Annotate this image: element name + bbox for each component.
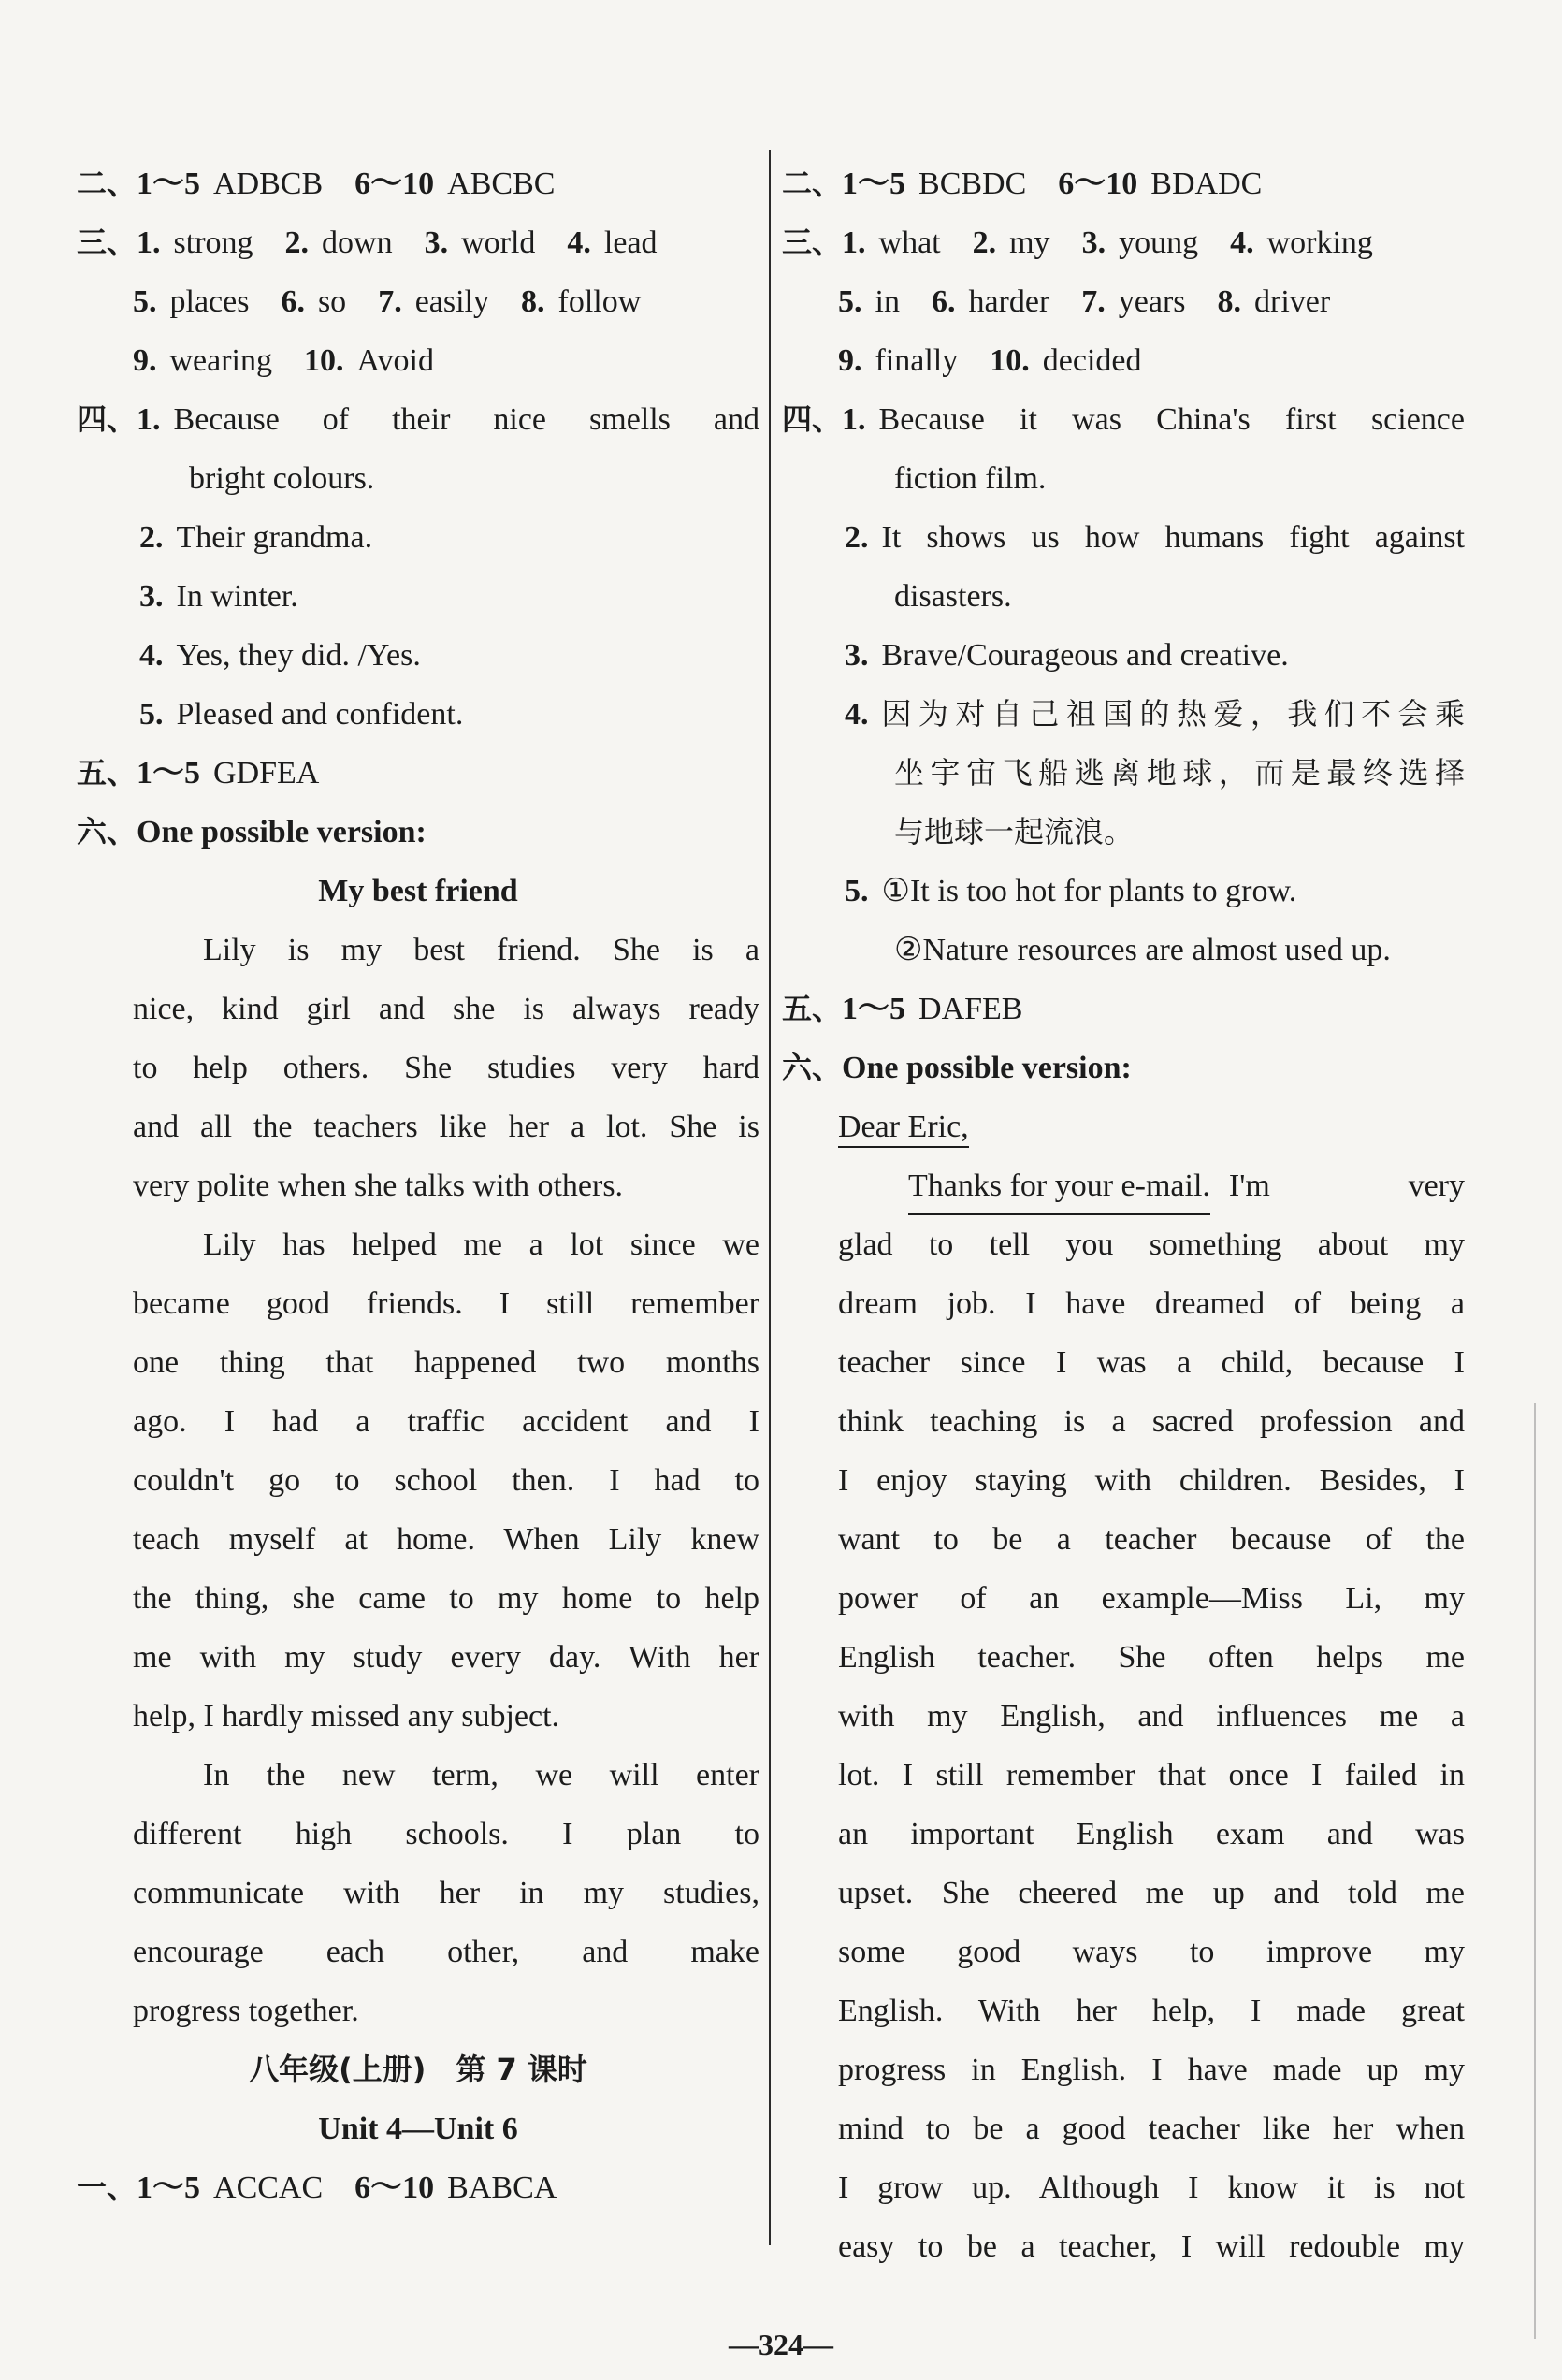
page-number: —324— [729,2328,833,2361]
right-section-2: 二、1～5 BCBDC 6～10 BDADC [782,166,1263,201]
essay-line: I grow up. Although I know it is not [838,2170,1465,2205]
left-section-4-q1-cont: bright colours. [189,461,375,496]
essay-line: Thanks for your e-mail. I'm very [838,1156,1465,1215]
essay-line: power of an example—Miss Li, my [838,1581,1465,1616]
right-section-4-q5: 5. ①It is too hot for plants to grow. [845,874,1297,908]
essay-line: progress together. [133,1994,359,2028]
column-divider [769,150,771,2245]
essay-line: nice, kind girl and she is always ready [133,992,759,1026]
right-section-4-q4-cont: 坐宇宙飞船逃离地球，而是最终选择 [894,755,1465,791]
essay-line: In the new term, we will enter [203,1758,759,1792]
essay-line: communicate with her in my studies, [133,1876,759,1910]
essay-line: me with my study every day. With her [133,1640,759,1675]
page-edge-mark [1534,1403,1536,2339]
right-section-4-q3: 3. Brave/Courageous and creative. [845,638,1289,673]
essay-line: encourage each other, and make [133,1935,759,1969]
essay-line: think teaching is a sacred profession and [838,1404,1465,1439]
lesson-title: 八年级(上册) 第 7 课时 [249,2052,587,2087]
essay-line: I enjoy staying with children. Besides, I [838,1463,1465,1498]
right-section-3-row2: 5. in 6. harder 7. years 8. driver [838,284,1331,319]
essay-line: couldn't go to school then. I had to [133,1463,759,1498]
left-section-4-q4: 4. Yes, they did. /Yes. [139,638,421,673]
right-column [782,154,1465,2276]
right-section-4-q5-cont: ②Nature resources are almost used up. [894,933,1391,967]
essay-line: the thing, she came to my home to help [133,1581,759,1616]
right-section-3-row3: 9. finally 10. decided [838,343,1142,378]
right-section-4-q2: 2. It shows us how humans fight against [845,520,1465,555]
essay-line: upset. She cheered me up and told me [838,1876,1465,1910]
left-essay [77,921,759,2040]
right-section-5: 五、1～5 DAFEB [782,991,1023,1026]
right-section-4-q4-cont2: 与地球一起流浪。 [894,814,1135,849]
right-section-4-q2-cont: disasters. [894,579,1012,614]
essay-line: help, I hardly missed any subject. [133,1699,560,1734]
left-section-3-row2: 5. places 6. so 7. easily 8. follow [133,284,642,319]
letter-greeting: Dear Eric, [782,1097,1465,1156]
essay-line: one thing that happened two months [133,1345,759,1380]
left-section-4-q3: 3. In winter. [139,579,298,614]
essay-line: English teacher. She often helps me [838,1640,1465,1675]
left-section-3-row3: 9. wearing 10. Avoid [133,343,434,378]
left-column [77,154,759,2217]
left-section-4-q1: 四、 1. Because of their nice smells and [77,401,759,437]
left-section-5: 五、1～5 GDFEA [77,755,320,791]
essay-line: ago. I had a traffic accident and I [133,1404,759,1439]
left-section-6: 六、One possible version: [77,814,427,849]
essay-line: dream job. I have dreamed of being a [838,1286,1465,1321]
essay-line: progress in English. I have made up my [838,2053,1465,2087]
right-section-4-q1-cont: fiction film. [894,461,1047,496]
essay-line: different high schools. I plan to [133,1817,759,1851]
unit-title: Unit 4—Unit 6 [318,2112,518,2146]
essay-line: glad to tell you something about my [838,1227,1465,1262]
essay-line: and all the teachers like her a lot. She is [133,1110,759,1144]
left-section-3-row1: 三、1. strong 2. down 3. world 4. lead [77,225,658,260]
essay-line: became good friends. I still remember [133,1286,759,1321]
essay-line: teacher since I was a child, because I [838,1345,1465,1380]
essay-line: easy to be a teacher, I will redouble my [838,2229,1465,2264]
essay-line: mind to be a good teacher like her when [838,2112,1465,2146]
essay-line: English. With her help, I made great [838,1994,1465,2028]
right-section-4-q1: 四、 1. Because it was China's first science [782,401,1465,437]
essay-line: Lily is my best friend. She is a [203,933,759,967]
essay-line: some good ways to improve my [838,1935,1465,1969]
left-essay-title: My best friend [318,874,518,908]
essay-line: Lily has helped me a lot since we [203,1227,759,1262]
left-section-2: 二、1～5 ADBCB 6～10 ABCBC [77,166,556,201]
right-section-6: 六、One possible version: [782,1050,1132,1085]
left-section-4-q2: 2. Their grandma. [139,520,373,555]
essay-line: very polite when she talks with others. [133,1168,624,1203]
essay-line: to help others. She studies very hard [133,1051,759,1085]
essay-line: teach myself at home. When Lily knew [133,1522,759,1557]
essay-line: want to be a teacher because of the [838,1522,1465,1557]
right-essay [782,1156,1465,2276]
right-section-3-row1: 三、1. what 2. my 3. young 4. working [782,225,1373,260]
left-section-4-q5: 5. Pleased and confident. [139,697,464,732]
essay-line: with my English, and influences me a [838,1699,1465,1734]
essay-line: lot. I still remember that once I failed in [838,1758,1465,1792]
right-section-4-q4: 4. 因为对自己祖国的热爱，我们不会乘 [845,696,1465,732]
left-section-1: 一、1～5 ACCAC 6～10 BABCA [77,2170,557,2205]
essay-line: an important English exam and was [838,1817,1465,1851]
